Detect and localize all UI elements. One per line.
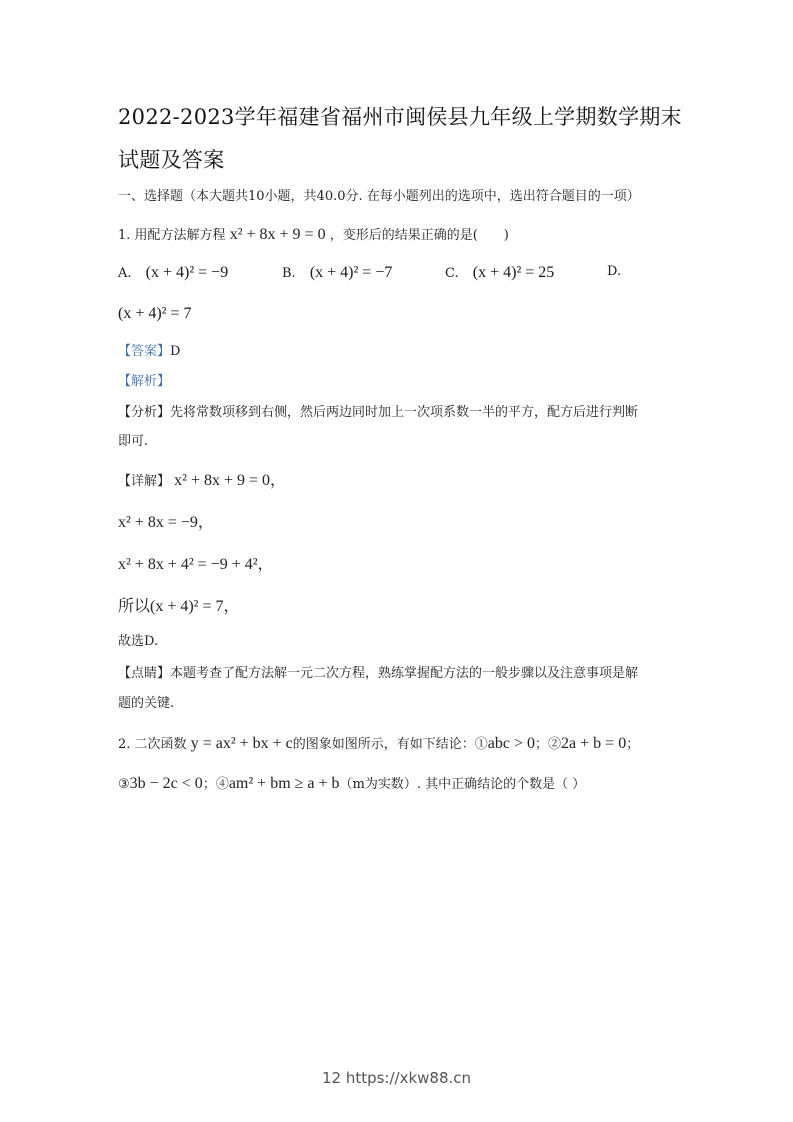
page-title-line-1: 2022-2023学年福建省福州市闽侯县九年级上学期数学期末 [118,105,682,129]
step-2: x² + 8x = −9， [118,514,214,531]
question-equation: x² + 8x + 9 = 0 [229,226,326,243]
page-title-line-2: 试题及答案 [118,148,225,172]
dianjing-text: 本题考查了配方法解一元二次方程，熟练掌握配方法的一般步骤以及注意事项是解 [170,666,639,681]
xiangjie-line [118,472,286,491]
fenxi-text: 先将常数项移到右侧，然后两边同时加上一次项系数一半的平方，配方后进行判断 [170,405,639,420]
step-5: 故选D. [118,634,159,649]
answer-value: D [170,344,181,359]
conclusion-4: am² + bm ≥ a + b [228,775,340,792]
page-footer: 12 https://xkw88.cn [321,1069,472,1087]
option-c [445,264,554,282]
section-header: 一、选择题（本大题共10小题，共40.0分. 在每小题列出的选项中，选出符合题目的一项） [118,189,640,204]
step-4: 所以(x + 4)² = 7， [118,598,240,615]
option-expr: (x + 4)² = 7 [118,305,192,322]
question-2-line-1 [118,735,639,754]
option-label: D. [607,264,622,279]
separator: ； [626,737,640,752]
dianjing-line-2: 题的关键. [118,696,175,711]
q2-text-mid: 的图象如图所示，有如下结论：① [292,737,488,752]
option-a [118,264,228,282]
option-b [282,264,392,282]
q2-text-post: （m为实数）. 其中正确结论的个数是（ ） [339,777,586,792]
option-label: C. [445,266,459,281]
option-d-expr [118,305,192,323]
step-1: x² + 8x + 9 = 0， [174,472,287,489]
dianjing-label: 【点睛】 [118,666,171,681]
question-1-stem [118,226,509,245]
question-stem-post: ，变形后的结果正确的是( ) [329,228,509,243]
question-2-line-2 [118,775,585,794]
q2-text: 二次函数 [134,737,187,752]
question-number: 2. [118,737,131,752]
fenxi-line-2: 即可. [118,434,149,449]
fenxi-line-1 [118,404,638,422]
conclusion-2: 2a + b = 0 [561,735,627,752]
separator: ；④ [202,777,229,792]
question-stem-pre: 用配方法解方程 [134,228,226,243]
separator: ；② [535,737,562,752]
step-3: x² + 8x + 4² = −9 + 4²， [118,556,274,573]
option-expr: (x + 4)² = 25 [472,264,555,281]
option-label: A. [118,266,132,281]
option-d [607,264,621,279]
conclusion-1: abc > 0 [487,735,536,752]
option-label: B. [282,266,296,281]
option-expr: (x + 4)² = −9 [145,264,229,281]
answer-line [118,343,180,361]
conclusion-3: 3b − 2c < 0 [129,775,203,792]
circled-3: ③ [118,777,130,792]
option-expr: (x + 4)² = −7 [309,264,393,281]
fenxi-label: 【分析】 [118,405,171,420]
xiangjie-label: 【详解】 [118,474,171,489]
answer-label: 【答案】 [118,344,171,359]
dianjing-line-1 [118,665,638,683]
analysis-label: 【解析】 [118,374,171,389]
question-number: 1. [118,228,131,243]
q2-equation: y = ax² + bx + c [190,735,293,752]
